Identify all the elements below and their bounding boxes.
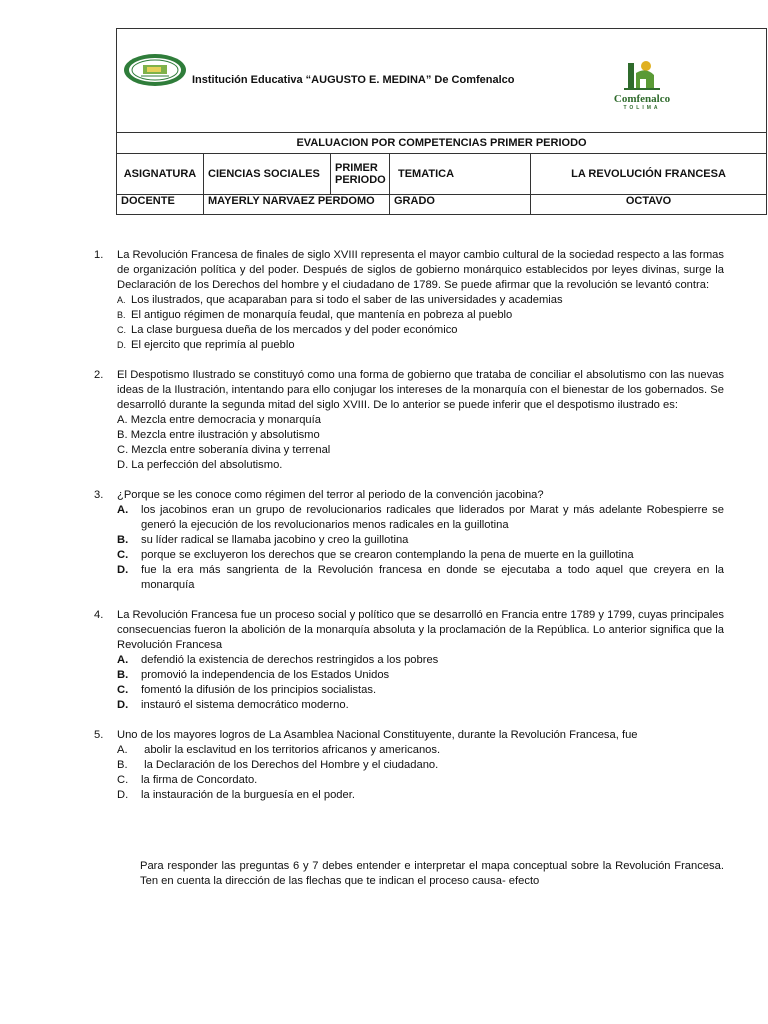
question-4 (94, 608, 724, 713)
answer-option: D. La perfección del absolutismo. (117, 459, 283, 471)
instruction-note: Para responder las preguntas 6 y 7 debes entender e interpretar el mapa conceptual sobre la Revolución Francesa. Ten en cuenta la dirección de las flechas que te indican el proceso causa- efecto (140, 860, 724, 887)
question-3 (94, 488, 724, 593)
subject-label: ASIGNATURA (117, 154, 204, 195)
question-list (94, 248, 724, 818)
logo-word: Comfenalco (613, 93, 671, 105)
answer-option: D. instauró el sistema democrático moderno. (117, 699, 349, 711)
question-number: 1. (94, 249, 104, 261)
header-table (116, 28, 767, 215)
question-text: ¿Porque se les conoce como régimen del terror al periodo de la convención jacobina? (117, 489, 544, 501)
answer-option: C. La clase burguesa dueña de los mercados y del poder económico (117, 324, 458, 336)
logo-subtitle: TOLIMA (623, 105, 661, 111)
answer-option: A. los jacobinos eran un grupo de revolucionarios radicales que liderados por Marat y más adelante Robespierre se generó la ejecución de los revolucionarios menos radicales en la guillotina (117, 504, 724, 531)
teacher-label: DOCENTE (117, 195, 204, 215)
question-text: El Despotismo Ilustrado se constituyó como una forma de gobierno que trataba de conciliar el absolutismo con las nuevas ideas de la Ilustración, intentando para ello conjugar los intereses de la monarquía con el bienestar de los gobernados. Se desarrolló durante la segunda mitad del siglo XVIII. De lo anterior se puede inferir que el despotismo ilustrado es: (117, 369, 724, 411)
answer-option: B. promovió la independencia de los Estados Unidos (117, 669, 390, 681)
question-text: La Revolución Francesa de finales de siglo XVIII representa el mayor cambio cultural de la sociedad respecto a las formas de organización política y del poder. Después de siglos de gobierno monárquico establecidos por leyes divinas, surge la Declaración de los Derechos del hombre y el ciudadano de 1789. Se puede afirmar que la revolución se levantó contra: (117, 249, 724, 291)
institution-name: Institución Educativa “AUGUSTO E. MEDINA” De Comfenalco (192, 74, 515, 86)
topic-label: TEMATICA (390, 154, 531, 195)
answer-option: B. El antiguo régimen de monarquía feudal, que mantenía en pobreza al pueblo (117, 309, 513, 321)
question-text: Uno de los mayores logros de La Asamblea Nacional Constituyente, durante la Revolución Francesa, fue (117, 729, 638, 741)
question-number: 5. (94, 729, 104, 741)
answer-option: D. El ejercito que reprimía al pueblo (117, 339, 295, 351)
grade-label: GRADO (390, 195, 531, 215)
answer-option: C. porque se excluyeron los derechos que se crearon contemplando la pena de muerte en la guillotina (117, 549, 634, 561)
answer-option: B. la Declaración de los Derechos del Hombre y el ciudadano. (117, 759, 439, 771)
answer-option: C. fomentó la difusión de los principios socialistas. (117, 684, 377, 696)
subject-value: CIENCIAS SOCIALES (204, 154, 331, 195)
question-number: 3. (94, 489, 104, 501)
question-2 (94, 368, 724, 473)
answer-option: D. la instauración de la burguesía en el poder. (117, 789, 355, 801)
answer-option: A. Los ilustrados, que acaparaban para si todo el saber de las universidades y academias (117, 294, 563, 306)
answer-option: A. abolir la esclavitud en los territorios africanos y americanos. (117, 744, 441, 756)
answer-option: A. Mezcla entre democracia y monarquía (117, 414, 321, 426)
grade-value: OCTAVO (531, 195, 767, 215)
answer-option: A. defendió la existencia de derechos restringidos a los pobres (117, 654, 439, 666)
school-seal-icon (123, 53, 187, 87)
answer-option: B. Mezcla entre ilustración y absolutismo (117, 429, 320, 441)
question-number: 2. (94, 369, 104, 381)
answer-option: C. la firma de Concordato. (117, 774, 258, 786)
teacher-value: MAYERLY NARVAEZ PERDOMO (204, 195, 390, 215)
comfenalco-logo (609, 59, 675, 111)
answer-option: B. su líder radical se llamaba jacobino y creo la guillotina (117, 534, 409, 546)
topic-value: LA REVOLUCIÓN FRANCESA (531, 154, 767, 195)
question-number: 4. (94, 609, 104, 621)
question-text: La Revolución Francesa fue un proceso social y político que se desarrolló en Francia entre 1789 y 1799, cuyas principales consecuencias fueron la abolición de la monarquía absoluta y la proclamación de la República. Lo anterior significa que la Revolución Francesa (117, 609, 724, 651)
header-top-cell (117, 29, 767, 133)
question-1 (94, 248, 724, 353)
answer-option: C. Mezcla entre soberanía divina y terrenal (117, 444, 331, 456)
comfenalco-icon (622, 59, 662, 91)
exam-title: EVALUACION POR COMPETENCIAS PRIMER PERIODO (117, 133, 767, 154)
period-label: PRIMER PERIODO (331, 154, 390, 195)
question-5 (94, 728, 724, 803)
answer-option: D. fue la era más sangrienta de la Revolución francesa en donde se ejecutaba a todo aquel que creyera en la monarquía (117, 564, 724, 591)
